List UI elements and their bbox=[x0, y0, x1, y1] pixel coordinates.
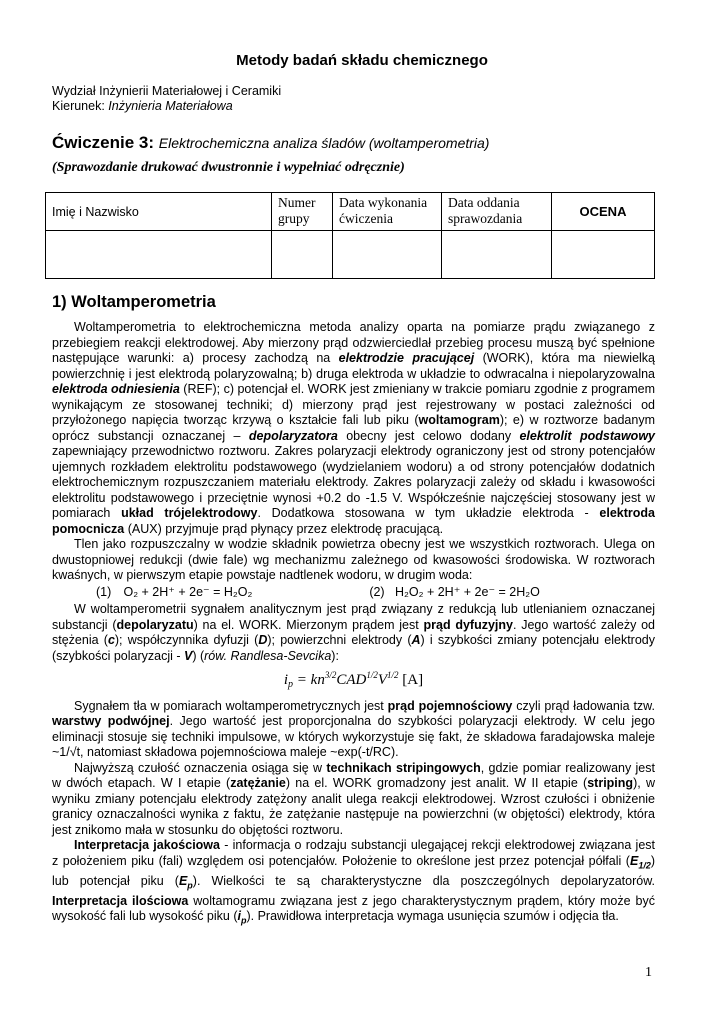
section-body bbox=[52, 320, 655, 929]
course-value: Inżynieria Materiałowa bbox=[108, 99, 233, 113]
report-table bbox=[45, 192, 655, 279]
equation-2: H₂O₂ + 2H⁺ + 2e⁻ = 2H₂O bbox=[395, 584, 540, 599]
header-date-sub-line2: sprawozdania bbox=[448, 211, 523, 226]
paragraph-4: Sygnałem tła w pomiarach woltamperometrycznych jest prąd pojemnościowy czyli prąd ładowania tzw. warstwy podwójnej. Jego wartość jest proporcjonalna do szybkości polaryzacji elektrody. W celu jego eliminacji stosuje się techniki impulsowe, w których wykorzystuje się fakt, że składowa faradajowska maleje ~1/√t, natomiast składowa pojemnościowa maleje ~exp(-t/RC). bbox=[52, 698, 655, 759]
cell-group[interactable] bbox=[272, 231, 333, 279]
exercise-title: Elektrochemiczna analiza śladów (woltamperometria) bbox=[158, 135, 490, 151]
header-date-exec-line1: Data wykonania bbox=[339, 195, 428, 210]
department-line: Wydział Inżynierii Materiałowej i Ceramiki bbox=[52, 84, 282, 98]
header-grade: OCENA bbox=[552, 193, 655, 231]
course-label: Kierunek: bbox=[52, 99, 109, 113]
exercise-label: Ćwiczenie 3: bbox=[52, 133, 155, 152]
print-note bbox=[52, 160, 405, 176]
cell-date-exec[interactable] bbox=[333, 231, 442, 279]
paragraph-5: Najwyższą czułość oznaczenia osiąga się w technikach stripingowych, gdzie pomiar realizowany jest w dwóch etapach. W I etapie (zatężanie) na el. WORK gromadzony jest analit. W II etapie (striping), w wyniku zmiany potencjału elektrody zatężony analit ulega reakcji elektrodowej. Wzrost czułości i obniżenie granicy oznaczalności wynika z faktu, że zatężanie następuje na powierzchni (w objętości) elektrody, która jest znikomo mała w stosunku do objętości roztworu. bbox=[52, 760, 655, 837]
header-date-exec-line2: ćwiczenia bbox=[339, 211, 393, 226]
paragraph-2: Tlen jako rozpuszczalny w wodzie składnik powietrza obecny jest we wszystkich roztworach. Ulega on dwustopniowej redukcji (dwie fale) wg mechanizmu zależnego od kwasowości środowiska. W roztworach kwaśnych, w pierwszym etapie powstaje nadtlenek wodoru, w drugim woda: bbox=[52, 537, 655, 582]
cell-date-sub[interactable] bbox=[442, 231, 552, 279]
equations bbox=[52, 585, 655, 601]
header-group bbox=[272, 193, 333, 231]
equation-1: O₂ + 2H⁺ + 2e⁻ = H₂O₂ bbox=[123, 584, 253, 599]
header-date-sub bbox=[442, 193, 552, 231]
header-date-exec bbox=[333, 193, 442, 231]
paragraph-6: Interpretacja jakościowa - informacja o rodzaju substancji ulegającej rekcji elektrodowej związana jest z położeniem piku (fali) względem osi potencjałów. Położenie to określone jest przez potencjał półfali $(E_{1/2})$ lub potencjał piku $(E_p)$. Wielkości te są charakterystyczne dla poszczególnych depolaryzatorów. Interpretacja ilościowa woltamogramu związana jest z jego charakterystycznym prądem, który może być wysokość fali lub wysokość piku $(i_p)$. Prawidłowa interpretacja wymaga usunięcia szumów i odjęcia tła. bbox=[52, 838, 656, 926]
section-heading: 1) Woltamperometria bbox=[52, 293, 216, 311]
header-group-line2: grupy bbox=[278, 211, 310, 226]
page-title: Metody badań składu chemicznego bbox=[236, 52, 488, 69]
department-info bbox=[52, 84, 281, 114]
cell-name[interactable] bbox=[46, 231, 272, 279]
print-note-text: (Sprawozdanie drukować dwustronnie i wypełniać odręcznie) bbox=[52, 160, 405, 175]
paragraph-1: Woltamperometria to elektrochemiczna metoda analizy oparta na pomiarze prądu związanego z przebiegiem reakcji elektrodowej. Aby mierzony prąd odzwierciedlał przebieg procesu muszą być spełnione następujące warunki: a) procesy zachodzą na elektrodzie pracującej (WORK), która ma niewielką powierzchnię i jest elektrodą polaryzowalną; b) druga elektroda w układzie to odwracalna i niepolaryzowalna elektroda odniesienia (REF); c) potencjał el. WORK jest zmieniany w trakcie pomiaru zgodnie z programem wynikającym ze stosowanej techniki; d) mierzony prąd jest rejestrowany w postaci zależności od przyłożonego napięcia tworząc krzywą o kształcie fali lub piku (woltamogram); e) w roztworze badanym oprócz substancji oznaczanej – depolaryzatora obecny jest celowo dodany elektrolit podstawowy zapewniający przewodnictwo roztworu. Zakres polaryzacji elektrody ograniczony jest od strony potencjałów ujemnych rozkładem elektrolitu podstawowego (wydzielaniem wodoru) a od strony potencjałów dodatnich elektrochemicznym rozpuszczaniem materiału elektrody. Zakres polaryzacji zależy od składu i kwasowości elektrolitu podstawowego i przeciętnie wynosi +0.2 do -1.5 V. Współcześnie najczęściej stosowany jest w pomiarach układ trójelektrodowy. Dodatkowa stosowana w tym układzie elektroda - elektroda pomocnicza (AUX) przyjmuje prąd płynący przez elektrodę pracującą. bbox=[52, 320, 655, 536]
cell-grade[interactable] bbox=[552, 231, 655, 279]
equation-2-number: (2) bbox=[369, 584, 385, 599]
paragraph-3: W woltamperometrii sygnałem analitycznym jest prąd związany z redukcją lub utlenianiem oznaczanej substancji (depolaryzatu) na el. WORK. Mierzonym prądem jest prąd dyfuzyjny. Jego wartość zależy od stężenia (c); współczynnika dyfuzji (D); powierzchni elektrody (A) i szybkości zmiany potencjału elektrody (szybkości polaryzacji - V) (rów. Randlesa-Sevcika): bbox=[52, 602, 655, 663]
exercise-heading bbox=[52, 133, 489, 153]
header-name: Imię i Nazwisko bbox=[46, 193, 272, 231]
course-line bbox=[52, 99, 281, 114]
randles-sevcik-equation: $i_p = kn^{3/2}CAD^{1/2}V^{1/2}$ [A] bbox=[283, 670, 424, 690]
header-group-line1: Numer bbox=[278, 195, 316, 210]
page-number: 1 bbox=[645, 965, 652, 980]
equation-1-number: (1) bbox=[96, 584, 112, 599]
header-date-sub-line1: Data oddania bbox=[448, 195, 520, 210]
